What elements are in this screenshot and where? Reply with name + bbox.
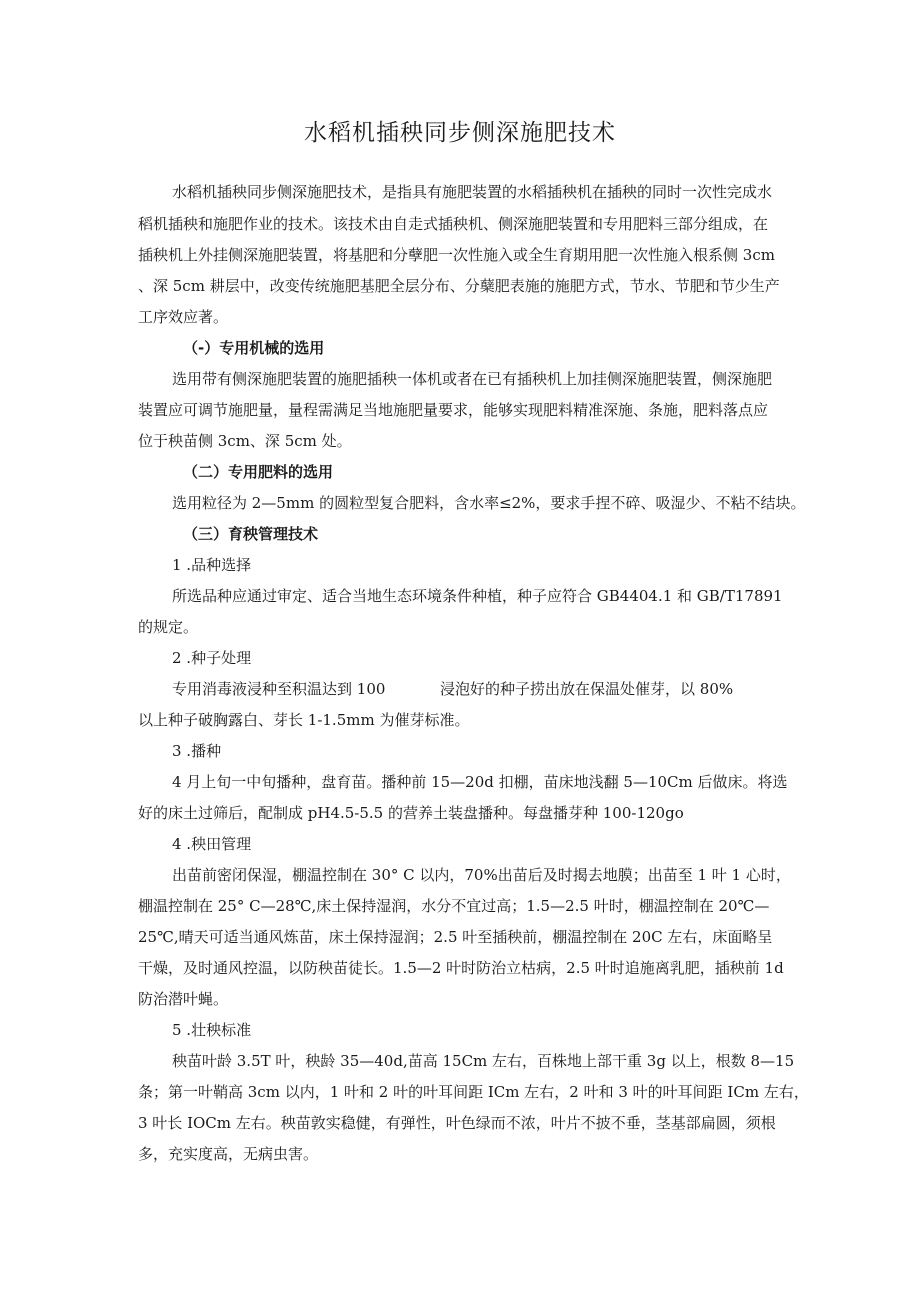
item1-line: 所选品种应通过审定、适合当地生态环境条件种植，种子应符合 GB4404.1 和 GB/T17891	[172, 587, 783, 605]
item4-line: 出苗前密闭保湿，棚温控制在 30° C 以内，70%出苗后及时揭去地膜；出苗至 1 叶 1 心时，	[172, 866, 791, 884]
item3-line: 好的床土过筛后，配制成 pH4.5-5.5 的营养土装盘播种。每盘播芽种 100-120go	[138, 804, 684, 822]
item5-line: 3 叶长 IOCm 左右。秧苗敦实稳健，有弹性，叶色绿而不浓，叶片不披不垂，茎基部扁圆，须根	[138, 1114, 776, 1132]
item1-line: 的规定。	[138, 618, 199, 636]
intro-line: 水稻机插秧同步侧深施肥技术，是指具有施肥装置的水稻插秧机在插秧的同时一次性完成水	[172, 183, 773, 201]
item2-line: 专用消毒液浸种至积温达到 100	[172, 680, 386, 698]
intro-line: 工序效应著。	[138, 308, 229, 326]
section1-line: 选用带有侧深施肥装置的施肥插秧一体机或者在已有插秧机上加挂侧深施肥装置，侧深施肥	[172, 370, 773, 388]
document-title: 水稻机插秧同步侧深施肥技术	[304, 120, 616, 146]
item-title-sowing: 3 .播种	[172, 742, 222, 760]
item2-line: 浸泡好的种子捞出放在保温处催芽，以 80%	[440, 680, 734, 698]
section1-line: 位于秧苗侧 3cm、深 5cm 处。	[138, 432, 352, 450]
item2-line: 以上种子破胸露白、芽长 1-1.5mm 为催芽标准。	[138, 711, 470, 729]
intro-line: 插秧机上外挂侧深施肥装置，将基肥和分孽肥一次性施入或全生育期用肥一次性施入根系侧 3cm	[138, 246, 775, 264]
section-heading-seedling: （三）育秧管理技术	[183, 525, 319, 543]
intro-line: 稻机插秧和施肥作业的技术。该技术由自走式插秧机、侧深施肥装置和专用肥料三部分组成，在	[138, 215, 769, 233]
item3-line: 4 月上旬一中旬播种，盘育苗。播种前 15—20d 扣棚，苗床地浅翻 5—10Cm 后做床。将选	[172, 773, 788, 791]
item5-line: 条；第一叶鞘高 3cm 以内，1 叶和 2 叶的叶耳间距 ICm 左右，2 叶和 3 叶的叶耳间距 ICm 左右，	[138, 1083, 809, 1101]
item4-line: 棚温控制在 25° C—28℃,床土保持湿润，水分不宜过高；1.5—2.5 叶时，棚温控制在 20℃—	[138, 897, 770, 915]
item-title-strong-seedling: 5 .壮秧标准	[172, 1021, 252, 1039]
item4-line: 防治潜叶蝇。	[138, 990, 229, 1008]
section2-line: 选用粒径为 2—5mm 的圆粒型复合肥料，含水率≤2%，要求手捏不碎、吸湿少、不粘不结块。	[172, 494, 806, 512]
item-title-nursery: 4 .秧田管理	[172, 835, 252, 853]
intro-line: 、深 5cm 耕层中，改变传统施肥基肥全层分布、分蘖肥表施的施肥方式，节水、节肥和节少生产	[138, 277, 780, 295]
item-title-seed-treatment: 2 .种子处理	[172, 649, 252, 667]
item4-line: 干燥，及时通风控温，以防秧苗徒长。1.5—2 叶时防治立枯病，2.5 叶时追施离乳肥，插秧前 1d	[138, 959, 784, 977]
item-title-variety: 1 .品种选择	[172, 556, 252, 574]
section1-line: 装置应可调节施肥量，量程需满足当地施肥量要求，能够实现肥料精准深施、条施，肥料落点应	[138, 401, 769, 419]
item4-line: 25℃,晴天可适当通风炼苗，床土保持湿润；2.5 叶至插秧前，棚温控制在 20C 左右，床面略呈	[138, 928, 773, 946]
item5-line: 多，充实度高，无病虫害。	[138, 1145, 319, 1163]
section-heading-fertilizer: （二）专用肥料的选用	[183, 463, 334, 481]
item5-line: 秧苗叶龄 3.5T 叶，秧龄 35—40d,苗高 15Cm 左右，百株地上部干重 3g 以上，根数 8—15	[172, 1052, 795, 1070]
section-heading-machinery: （-）专用机械的选用	[183, 339, 325, 357]
